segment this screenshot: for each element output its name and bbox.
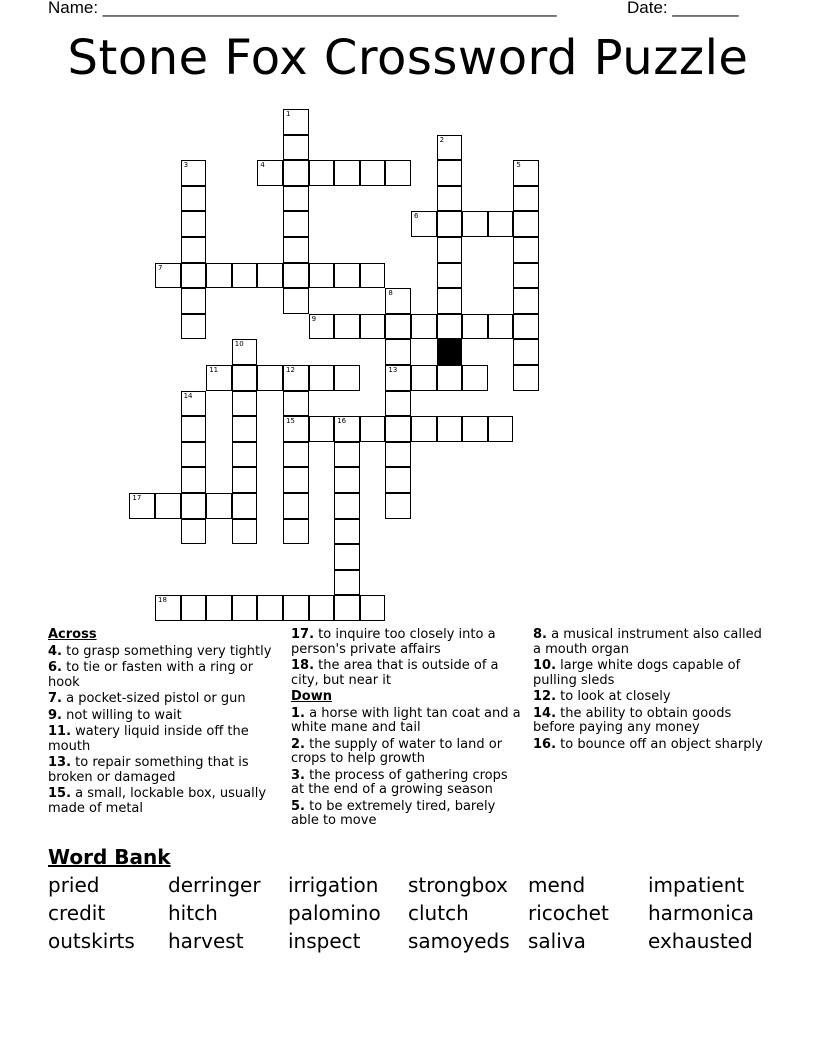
grid-cell[interactable] (181, 519, 207, 545)
clue-number: 6 (414, 212, 419, 221)
grid-cell[interactable] (309, 263, 335, 289)
grid-cell[interactable] (232, 595, 258, 621)
clue-down-3: 3. the process of gathering crops at the end of a growing season (291, 767, 508, 797)
grid-cell[interactable] (334, 365, 360, 391)
grid-cell[interactable] (232, 493, 258, 519)
grid-cell[interactable] (411, 365, 437, 391)
grid-cell[interactable] (513, 339, 539, 365)
grid-cell[interactable] (334, 595, 360, 621)
grid-cell[interactable] (513, 211, 539, 237)
clue-number: 17 (132, 494, 142, 502)
word-bank-item: palomino (288, 901, 381, 925)
grid-cell[interactable] (181, 595, 207, 621)
clue-down-12: 12. to look at closely (533, 689, 671, 704)
grid-cell[interactable] (309, 160, 335, 186)
word-bank-item: samoyeds (408, 929, 510, 953)
grid-cell[interactable] (462, 211, 488, 237)
clue-number: 14 (183, 391, 193, 400)
grid-cell[interactable] (334, 467, 360, 493)
grid-cell[interactable] (309, 595, 335, 621)
date-field[interactable]: Date: _______ (627, 0, 739, 17)
grid-cell[interactable] (181, 237, 207, 263)
clue-across-9: 9. not willing to wait (48, 707, 182, 723)
clue-number: 10 (234, 340, 244, 349)
clues-column-3 (533, 628, 765, 754)
grid-cell[interactable] (181, 186, 207, 212)
word-bank-item: outskirts (48, 929, 135, 953)
name-field[interactable]: Name: ________________________________________________ (48, 0, 557, 17)
grid-cell[interactable] (437, 365, 463, 391)
grid-cell[interactable] (488, 314, 514, 340)
grid-cell[interactable] (181, 160, 207, 186)
grid-cell[interactable] (462, 416, 488, 442)
clue-across-4: 4. to grasp something very tightly (48, 643, 272, 659)
grid-cell[interactable] (385, 365, 411, 391)
grid-cell[interactable] (232, 416, 258, 442)
grid-cell[interactable] (283, 211, 309, 237)
grid-cell[interactable] (334, 442, 360, 468)
grid-cell[interactable] (181, 314, 207, 340)
clue-down-1: 1. a horse with light tan coat and a white mane and tail (291, 705, 521, 735)
grid-cell[interactable] (283, 519, 309, 545)
clue-number: 7 (158, 263, 163, 272)
word-bank-item: clutch (408, 901, 469, 925)
grid-cell[interactable] (385, 339, 411, 365)
grid-cell[interactable] (385, 288, 411, 314)
grid-cell[interactable] (232, 391, 258, 417)
grid-cell[interactable] (360, 160, 386, 186)
grid-cell[interactable] (309, 314, 335, 340)
grid-cell[interactable] (437, 135, 463, 161)
grid-cell[interactable] (283, 595, 309, 621)
grid-cell[interactable] (334, 493, 360, 519)
grid-cell[interactable] (181, 263, 207, 289)
clue-number: 2 (439, 135, 445, 144)
clues-column-1 (48, 628, 280, 818)
word-bank-item: harmonica (648, 901, 755, 925)
clue-number: 5 (516, 161, 521, 170)
grid-cell[interactable] (283, 288, 309, 314)
clue-number: 9 (311, 314, 317, 323)
clue-number: 18 (158, 596, 167, 605)
grid-cell[interactable] (232, 467, 258, 493)
clue-across-11: 11. watery liquid inside off the mouth (48, 724, 249, 754)
clue-down-2: 2. the supply of water to land or crops to help growth (291, 736, 503, 766)
clue-across-15: 15. a small, lockable box, usually made of metal (48, 786, 267, 816)
grid-cell[interactable] (257, 595, 283, 621)
grid-cell[interactable] (155, 595, 181, 621)
grid-cell[interactable] (257, 160, 283, 186)
clue-number: 16 (337, 417, 347, 426)
word-bank-item: mend (528, 873, 586, 897)
grid-cell[interactable] (411, 211, 437, 237)
word-bank-item: impatient (648, 873, 745, 897)
grid-cell[interactable] (181, 442, 207, 468)
grid-cell[interactable] (385, 416, 411, 442)
grid-cell[interactable] (283, 135, 309, 161)
grid-cell[interactable] (283, 365, 309, 391)
grid-cell[interactable] (437, 160, 463, 186)
grid-cell[interactable] (385, 314, 411, 340)
grid-cell[interactable] (206, 263, 232, 289)
grid-cell[interactable] (181, 211, 207, 237)
clue-number: 3 (183, 161, 189, 170)
grid-cell[interactable] (232, 339, 258, 365)
clue-across-7: 7. a pocket-sized pistol or gun (48, 691, 246, 706)
grid-cell[interactable] (334, 263, 360, 289)
grid-cell[interactable] (283, 416, 309, 442)
grid-cell[interactable] (385, 160, 411, 186)
grid-cell[interactable] (411, 416, 437, 442)
grid-cell[interactable] (437, 186, 463, 212)
grid-cell[interactable] (129, 493, 155, 519)
grid-cell[interactable] (513, 288, 539, 314)
grid-cell[interactable] (309, 365, 335, 391)
grid-cell[interactable] (437, 237, 463, 263)
clue-number: 15 (286, 417, 295, 426)
grid-cell[interactable] (232, 365, 258, 391)
grid-cell[interactable] (513, 263, 539, 289)
grid-cell[interactable] (181, 391, 207, 417)
grid-cell[interactable] (360, 314, 386, 340)
clue-across-18: 18. the area that is outside of a city, but near it (291, 658, 499, 688)
word-bank-item: pried (48, 873, 100, 897)
grid-cell[interactable] (206, 365, 232, 391)
grid-cell[interactable] (385, 442, 411, 468)
grid-cell[interactable] (513, 160, 539, 186)
grid-cell[interactable] (360, 416, 386, 442)
grid-cell[interactable] (283, 391, 309, 417)
grid-cell[interactable] (232, 263, 258, 289)
grid-cell[interactable] (334, 314, 360, 340)
clue-number: 11 (209, 366, 219, 374)
down-heading: Down (291, 689, 332, 704)
grid-cell[interactable] (411, 314, 437, 340)
grid-cell[interactable] (283, 263, 309, 289)
grid-cell[interactable] (437, 416, 463, 442)
grid-cell[interactable] (437, 263, 463, 289)
grid-cell[interactable] (360, 263, 386, 289)
grid-cell[interactable] (488, 211, 514, 237)
word-bank-item: credit (48, 901, 106, 925)
clues-column-2 (291, 628, 523, 831)
grid-cell[interactable] (462, 365, 488, 391)
grid-cell[interactable] (334, 544, 360, 570)
grid-black-square (437, 339, 463, 365)
word-bank-item: hitch (168, 901, 218, 925)
clue-number: 13 (388, 366, 398, 374)
word-bank-item: harvest (168, 929, 244, 953)
grid-cell[interactable] (206, 493, 232, 519)
grid-cell[interactable] (232, 442, 258, 468)
grid-cell[interactable] (437, 288, 463, 314)
grid-cell[interactable] (206, 595, 232, 621)
grid-cell[interactable] (385, 467, 411, 493)
grid-cell[interactable] (513, 365, 539, 391)
clue-down-16: 16. to bounce off an object sharply (533, 736, 763, 752)
word-bank-heading: Word Bank (48, 845, 171, 869)
grid-cell[interactable] (334, 519, 360, 545)
grid-cell[interactable] (513, 186, 539, 212)
grid-cell[interactable] (334, 416, 360, 442)
clue-across-13: 13. to repair something that is broken or damaged (48, 755, 249, 785)
word-bank-item: inspect (288, 929, 361, 953)
grid-cell[interactable] (283, 442, 309, 468)
page-title: Stone Fox Crossword Puzzle (67, 30, 749, 86)
word-bank-item: ricochet (528, 901, 609, 925)
grid-cell[interactable] (437, 211, 463, 237)
grid-cell[interactable] (283, 109, 309, 135)
grid-cell[interactable] (181, 467, 207, 493)
grid-cell[interactable] (488, 416, 514, 442)
grid-cell[interactable] (283, 237, 309, 263)
grid-cell[interactable] (513, 314, 539, 340)
grid-cell[interactable] (462, 314, 488, 340)
across-heading: Across (48, 627, 97, 642)
word-bank-item: strongbox (408, 873, 508, 897)
grid-cell[interactable] (283, 467, 309, 493)
grid-cell[interactable] (334, 160, 360, 186)
grid-cell[interactable] (513, 237, 539, 263)
grid-cell[interactable] (181, 416, 207, 442)
grid-cell[interactable] (334, 570, 360, 596)
clue-across-17: 17. to inquire too closely into a person's private affairs (291, 627, 496, 657)
clue-number: 1 (286, 110, 291, 118)
grid-cell[interactable] (155, 493, 181, 519)
grid-cell[interactable] (360, 595, 386, 621)
grid-cell[interactable] (437, 314, 463, 340)
clue-across-6: 6. to tie or fasten with a ring or hook (48, 660, 254, 690)
grid-cell[interactable] (155, 263, 181, 289)
grid-cell[interactable] (181, 288, 207, 314)
grid-cell[interactable] (309, 416, 335, 442)
grid-cell[interactable] (181, 493, 207, 519)
clue-number: 12 (286, 366, 295, 374)
clue-down-10: 10. large white dogs capable of pulling sleds (533, 658, 741, 688)
grid-cell[interactable] (283, 186, 309, 212)
clue-down-5: 5. to be extremely tired, barely able to move (291, 798, 496, 828)
grid-cell[interactable] (232, 519, 258, 545)
grid-cell[interactable] (257, 365, 283, 391)
clue-down-8: 8. a musical instrument also called a mouth organ (533, 627, 762, 657)
word-bank-item: irrigation (288, 873, 379, 897)
word-bank-item: exhausted (648, 929, 753, 953)
grid-cell[interactable] (283, 160, 309, 186)
grid-cell[interactable] (257, 263, 283, 289)
grid-cell[interactable] (283, 493, 309, 519)
word-bank-item: derringer (168, 873, 261, 897)
clue-number: 8 (388, 289, 393, 298)
word-bank-item: saliva (528, 929, 586, 953)
clue-down-14: 14. the ability to obtain goods before paying any money (533, 705, 732, 735)
grid-cell[interactable] (385, 391, 411, 417)
grid-cell[interactable] (385, 493, 411, 519)
clue-number: 4 (260, 161, 265, 170)
